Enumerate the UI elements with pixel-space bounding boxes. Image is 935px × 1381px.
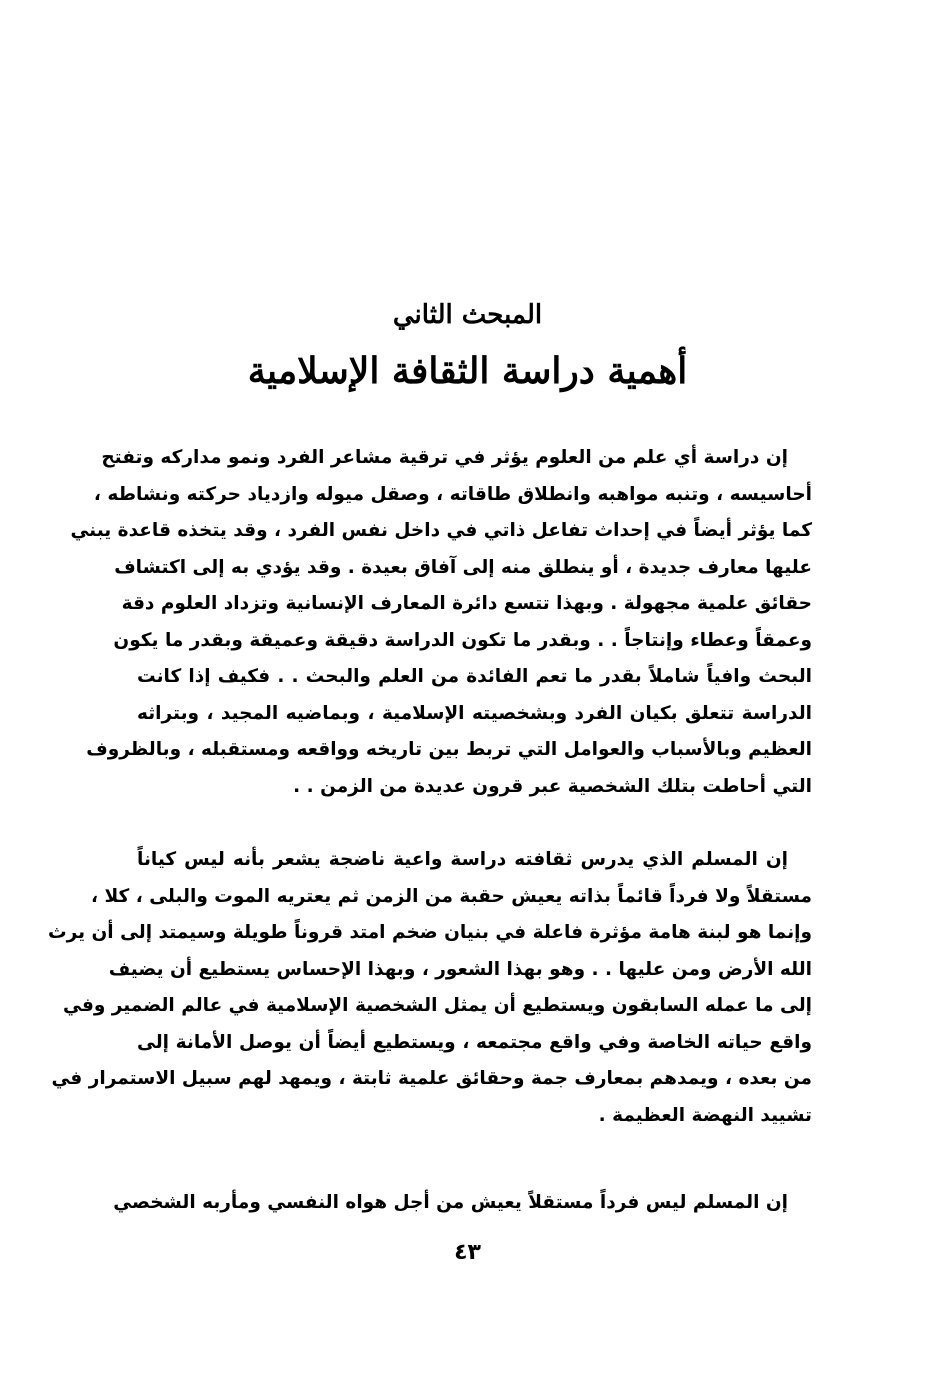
text-line: إن دراسة أي علم من العلوم يؤثر في ترقية مشاعر الفرد ونمو مداركه وتفتح xyxy=(101,447,788,468)
text-line: واقع حياته الخاصة وفي واقع مجتمعه ، ويستطيع أيضاً أن يوصل الأمانة إلى xyxy=(137,1031,812,1053)
text-line: الدراسة تتعلق بكيان الفرد وبشخصيته الإسلامية ، وبماضيه المجيد ، وبتراثه xyxy=(137,702,812,724)
text-line: إن المسلم ليس فرداً مستقلاً يعيش من أجل هواه النفسي ومأربه الشخصي xyxy=(113,1192,788,1213)
text-line: مستقلاً ولا فرداً قائماً بذاته يعيش حقبة من الزمن ثم يعتريه الموت والبلى ، كلا ، xyxy=(91,885,812,907)
text-line: عليها معارف جديدة ، أو ينطلق منه إلى آفاق بعيدة . وقد يؤدي به إلى اكتشاف xyxy=(114,556,812,578)
paragraph-3 xyxy=(113,1185,812,1222)
text-line: إن المسلم الذي يدرس ثقافته دراسة واعية ناضجة يشعر بأنه ليس كياناً xyxy=(137,849,788,870)
text-line: التي أحاطت بتلك الشخصية عبر قرون عديدة من الزمن . . xyxy=(293,775,812,797)
text-line: وعمقاً وعطاء وإنتاجاً . . وبقدر ما تكون الدراسة دقيقة وعميقة وبقدر ما يكون xyxy=(113,629,812,651)
section-title: أهمية دراسة الثقافة الإسلامية xyxy=(247,350,688,392)
paragraph-1 xyxy=(70,440,812,805)
page-number: ٤٣ xyxy=(454,1240,481,1265)
text-line: من بعده ، ويمدهم بمعارف جمة وحقائق علمية ثابتة ، ويمهد لهم سبيل الاستمرار في xyxy=(51,1068,812,1089)
text-line: كما يؤثر أيضاً في إحداث تفاعل ذاتي في داخل نفس الفرد ، وقد يتخذه قاعدة يبني xyxy=(70,520,812,541)
text-line: تشييد النهضة العظيمة . xyxy=(598,1104,812,1126)
paragraph-2 xyxy=(48,842,812,1134)
text-line: أحاسيسه ، وتنبه مواهبه وانطلاق طاقاته ، وصقل ميوله وازدياد حركته ونشاطه ، xyxy=(93,483,812,505)
text-line: العظيم وبالأسباب والعوامل التي تربط بين تاريخه وواقعه ومستقبله ، وبالظروف xyxy=(86,739,812,760)
text-line: البحث وافياً شاملاً بقدر ما تعم الفائدة من العلم والبحث . . فكيف إذا كانت xyxy=(137,666,812,687)
section-label: المبحث الثاني xyxy=(392,300,543,330)
text-line: إلى ما عمله السابقون ويستطيع أن يمثل الشخصية الإسلامية في عالم الضمير وفي xyxy=(63,995,812,1016)
text-line: الله الأرض ومن عليها . . وهو بهذا الشعور ، وبهذا الإحساس يستطيع أن يضيف xyxy=(108,958,812,980)
text-line: حقائق علمية مجهولة . وبهذا تتسع دائرة المعارف الإنسانية وتزداد العلوم دقة xyxy=(121,593,812,614)
text-line: وإنما هو لبنة هامة مؤثرة فاعلة في بنيان ضخم امتد قروناً طويلة وسيمتد إلى أن يرث xyxy=(48,922,812,943)
